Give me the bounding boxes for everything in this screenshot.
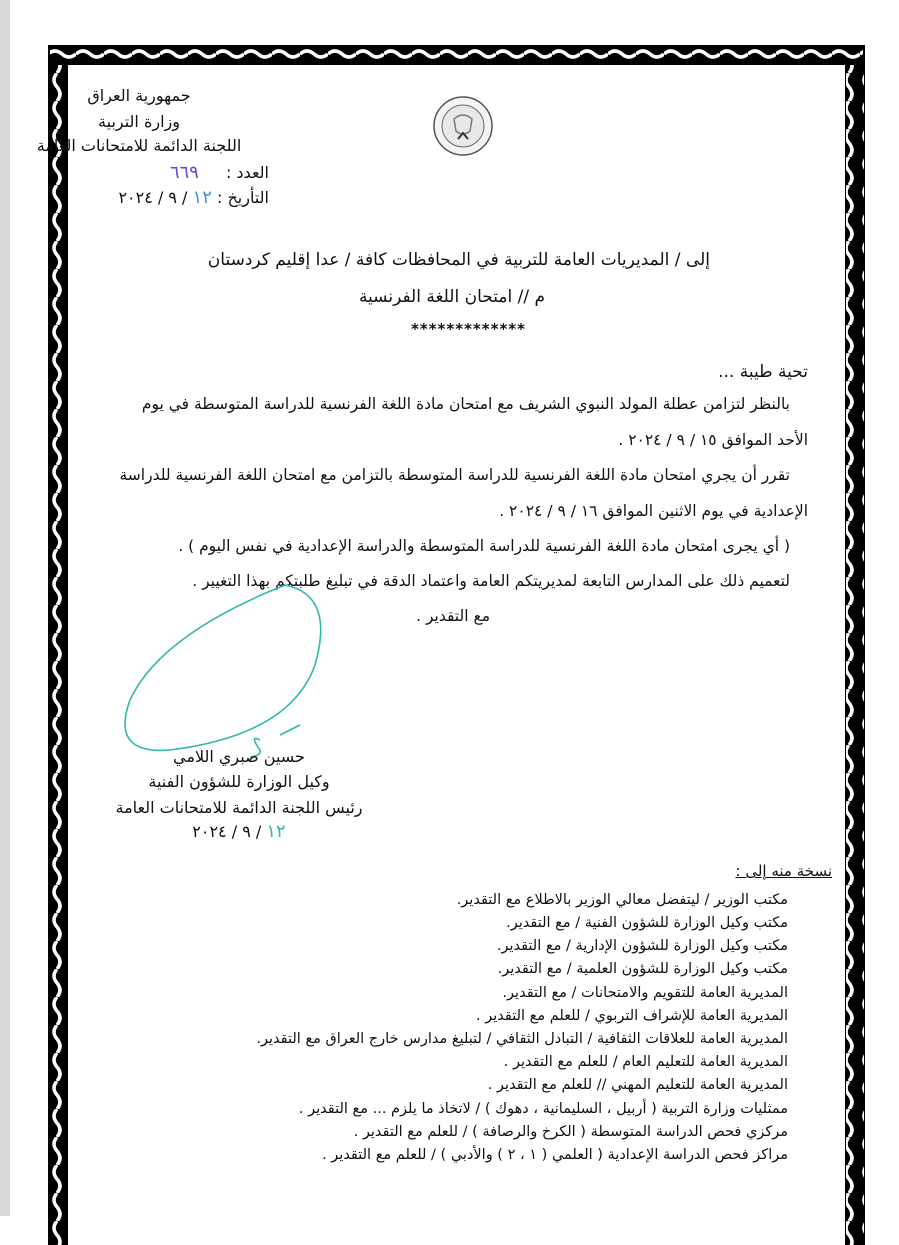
scan-edge (0, 0, 10, 1216)
handwritten-signature (110, 575, 350, 775)
body-line: تقرر أن يجري امتحان مادة اللغة الفرنسية للدراسة المتوسطة بالتزامن مع امتحان اللغة الفرنسية للدراسة (119, 466, 790, 484)
closing: مع التقدير . (416, 607, 490, 625)
separator-stars: ************* (411, 320, 526, 338)
list-item: مكتب وكيل الوزارة للشؤون الفنية / مع التقدير. (506, 915, 788, 931)
ministry-name: وزارة التربية (98, 112, 180, 131)
document-number (170, 162, 269, 183)
body-line: ( أي يجرى امتحان مادة اللغة الفرنسية للدراسة المتوسطة والدراسة الإعدادية في نفس اليوم ) . (178, 537, 790, 555)
date-label: التأريخ : (216, 188, 269, 207)
body-line: لتعميم ذلك على المدارس التابعة لمديريتكم العامة واعتماد الدقة في تبليغ طلبتكم بهذا التغيير . (192, 572, 790, 590)
number-value: ٦٦٩ (169, 162, 199, 183)
list-item: ممثليات وزارة التربية ( أربيل ، السليمانية ، دهوك ) / لاتخاذ ما يلزم ... مع التقدير . (298, 1101, 788, 1117)
committee-name: اللجنة الدائمة للامتحانات العامة (36, 136, 242, 155)
list-item: مركزي فحص الدراسة المتوسطة ( الكرخ والرصافة ) / للعلم مع التقدير . (353, 1124, 788, 1140)
subject-line: م // امتحان اللغة الفرنسية (358, 287, 545, 307)
list-item: مراكز فحص الدراسة الإعدادية ( العلمي ( ١ ، ٢ ) والأدبي ) / للعلم مع التقدير . (322, 1147, 788, 1163)
country-name: جمهورية العراق (87, 86, 191, 105)
recipient-line: إلى / المديريات العامة للتربية في المحافظات كافة / عدا إقليم كردستان (207, 250, 710, 270)
list-item: المديرية العامة للعلاقات الثقافية / التبادل الثقافي / لتبليغ مدارس خارج العراق مع التقدير. (256, 1031, 788, 1047)
signatory-title: وكيل الوزارة للشؤون الفنية (148, 772, 330, 791)
body-line: بالنظر لتزامن عطلة المولد النبوي الشريف مع امتحان مادة اللغة الفرنسية للدراسة المتوسطة في يوم (141, 395, 790, 413)
list-item: المديرية العامة للإشراف التربوي / للعلم مع التقدير . (476, 1008, 788, 1024)
list-item: مكتب وكيل الوزارة للشؤون الإدارية / مع التقدير. (496, 938, 788, 954)
body-line: الإعدادية في يوم الاثنين الموافق ١٦ / ٩ / ٢٠٢٤ . (499, 502, 808, 520)
number-label: العدد : (225, 163, 269, 182)
date-day: ١٢ (192, 187, 212, 208)
list-item: المديرية العامة للتقويم والامتحانات / مع التقدير. (502, 985, 788, 1001)
document-date (118, 187, 269, 208)
list-item: المديرية العامة للتعليم المهني // للعلم مع التقدير . (487, 1077, 788, 1093)
copies-heading: نسخة منه إلى : (735, 862, 832, 880)
list-item: مكتب وكيل الوزارة للشؤون العلمية / مع التقدير. (497, 961, 788, 977)
signatory-name: حسين صبري اللامي (173, 747, 305, 766)
greeting: تحية طيبة ... (718, 362, 808, 382)
list-item: مكتب الوزير / ليتفضل معالي الوزير بالاطلاع مع التقدير. (456, 892, 788, 908)
list-item: المديرية العامة للتعليم العام / للعلم مع التقدير . (503, 1054, 788, 1070)
date-rest: / ٩ / ٢٠٢٤ (118, 188, 188, 207)
signatory-role: رئيس اللجنة الدائمة للامتحانات العامة (115, 798, 363, 817)
body-line: الأحد الموافق ١٥ / ٩ / ٢٠٢٤ . (618, 431, 808, 449)
signature-date-day: ١٢ (266, 821, 286, 842)
signature-date-rest: / ٩ / ٢٠٢٤ (192, 822, 262, 841)
ministry-emblem-icon (432, 95, 494, 157)
signature-date (109, 822, 369, 842)
